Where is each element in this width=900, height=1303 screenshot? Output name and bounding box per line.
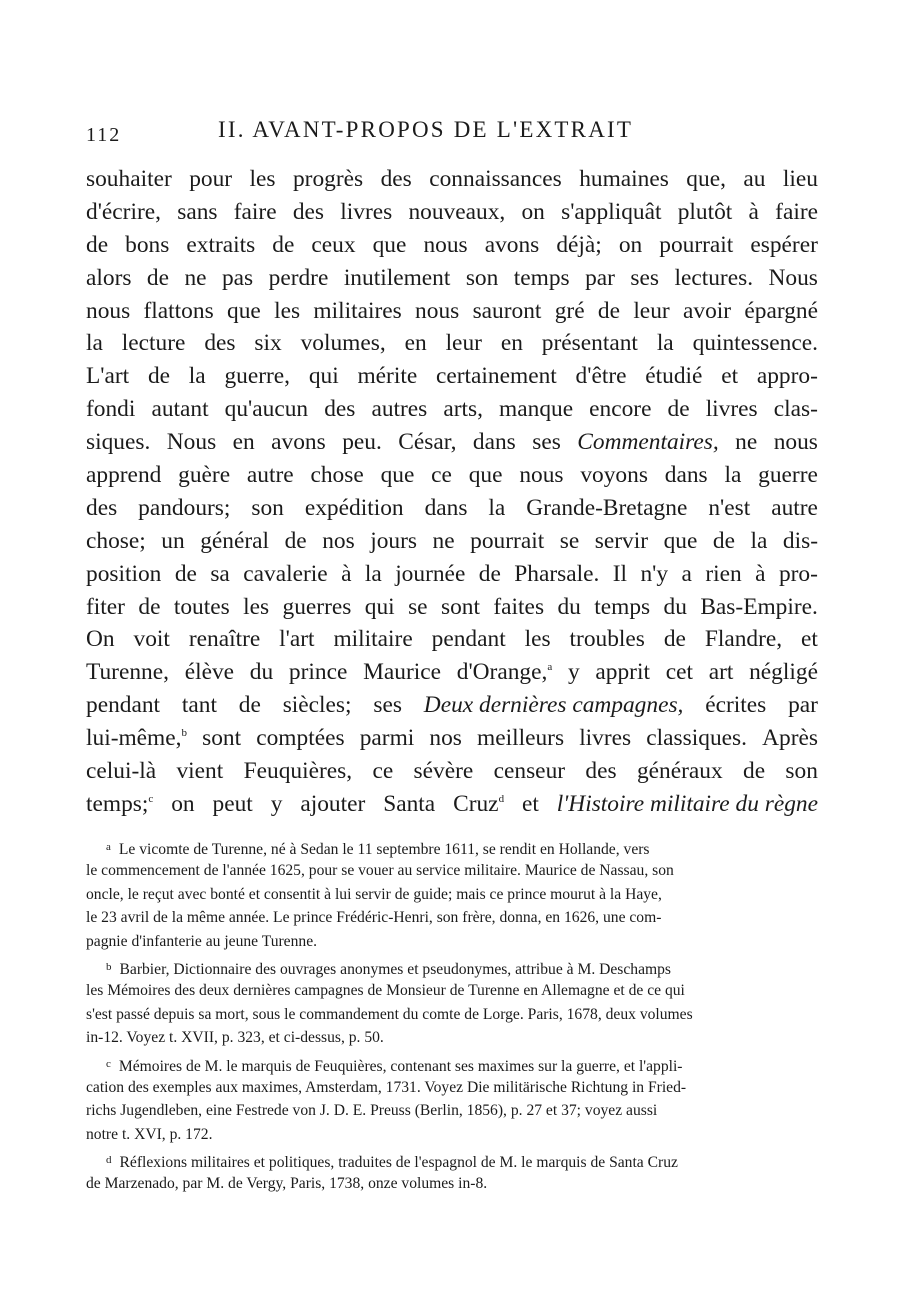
footnote-ref-a[interactable]: a — [547, 661, 553, 674]
word: se — [408, 593, 428, 620]
footnote-ref-c[interactable]: c — [148, 792, 154, 805]
word: ce — [431, 462, 452, 489]
word: son — [465, 264, 499, 291]
footnote-line — [86, 1123, 818, 1146]
word: encore — [589, 396, 652, 423]
word: faire — [233, 198, 277, 225]
text-line — [86, 426, 818, 459]
word: épargné — [744, 297, 818, 324]
word: des — [380, 166, 412, 192]
footnote-line — [86, 883, 818, 906]
word: par — [585, 264, 615, 291]
word: livres — [705, 396, 758, 423]
footnote-text: Barbier, Dictionnaire des ouvrages anonymes et pseudonymes, attribue à M. Deschamps — [119, 960, 671, 978]
word: fiter — [86, 593, 125, 620]
word: vient — [176, 758, 224, 785]
word: lieu — [782, 166, 818, 192]
word: du — [557, 593, 581, 620]
word: lui-même, — [86, 725, 182, 752]
word: nous — [773, 429, 818, 456]
word: la — [488, 494, 506, 521]
word: avoir — [683, 297, 732, 324]
word: son — [785, 758, 818, 785]
footnote-line — [86, 1026, 818, 1049]
footnote-marker: b — [106, 960, 112, 973]
word: se — [559, 527, 580, 554]
footnote-text: in-12. Voyez t. XVII, p. 323, et ci-dessus, p. 50. — [86, 1029, 384, 1047]
word: la — [364, 560, 382, 587]
footnote-line — [86, 1149, 818, 1172]
word: et — [801, 626, 818, 653]
footnote-line — [86, 906, 818, 929]
word: les — [524, 626, 551, 653]
word: jours — [370, 527, 418, 554]
word: général — [200, 527, 270, 554]
word: la — [656, 330, 674, 357]
word: des — [204, 330, 236, 357]
footnote-text: oncle, le reçut avec bonté et consentit à lui servir de guide; mais ce prince mourut à la Haye, — [86, 885, 662, 903]
word: tant — [181, 692, 217, 719]
word: Nous — [166, 429, 217, 456]
word: temps — [594, 593, 651, 620]
word: Il — [612, 560, 628, 587]
word: d'être — [575, 363, 627, 390]
footnote-marker: a — [106, 841, 111, 853]
word: de — [478, 560, 501, 587]
footnote-text: de Marzenado, par M. de Vergy, Paris, 1738, onze volumes in-8. — [86, 1175, 488, 1193]
footnote-text: Mémoires de M. le marquis de Feuquières, contenant ses maximes sur la guerre, et l'appli- — [118, 1057, 683, 1075]
word: pandours; — [138, 494, 231, 521]
word: pourrait — [470, 527, 545, 554]
footnote-line — [86, 1099, 818, 1122]
footnote-line — [86, 1076, 818, 1099]
word: certainement — [435, 363, 557, 390]
footnote-marker: c — [106, 1057, 111, 1070]
word: quintessence. — [692, 330, 818, 357]
word: journée — [395, 560, 466, 587]
word: s'appliquât — [561, 198, 662, 225]
word: que — [372, 231, 407, 258]
word: ses — [373, 692, 402, 719]
word: celui-là — [86, 758, 157, 785]
footnote-b — [86, 956, 818, 1050]
word: Santa — [383, 790, 436, 817]
word: Turenne, — [86, 659, 169, 686]
text-line — [86, 262, 818, 295]
body-text — [86, 163, 818, 821]
text-line — [86, 393, 818, 426]
footnote-d — [86, 1149, 818, 1196]
word: toutes — [173, 593, 230, 620]
word: faites — [493, 593, 545, 620]
word: dis- — [782, 527, 818, 554]
footnote-line — [86, 956, 818, 979]
footnotes — [86, 836, 818, 1199]
word: siques. — [86, 429, 151, 456]
word: lectures. — [674, 264, 754, 291]
word: chose — [310, 462, 364, 489]
word: en — [500, 330, 523, 357]
word: dans — [424, 494, 468, 521]
word: clas- — [773, 396, 818, 423]
word: que — [663, 527, 698, 554]
word: en — [404, 330, 427, 357]
word: Bas-Empire. — [700, 593, 818, 620]
word: des — [292, 198, 325, 225]
word: bons — [125, 231, 170, 258]
word: Cruz — [453, 790, 499, 817]
footnote-line — [86, 930, 818, 953]
word: nos — [322, 527, 355, 554]
word: pro- — [778, 560, 818, 587]
text-line — [86, 591, 818, 624]
work-title: l'Histoire militaire du règne — [556, 790, 818, 817]
word: autres — [371, 396, 428, 423]
running-head: II. AVANT-PROPOS DE L'EXTRAIT — [218, 117, 634, 142]
word: guère — [178, 462, 231, 489]
footnote-text: pagnie d'infanterie au jeune Turenne. — [86, 932, 318, 950]
footnote-text: cation des exemples aux maximes, Amsterdam, 1731. Voyez Die militärische Richtung in Fried- — [86, 1078, 687, 1096]
footnote-text: Réflexions militaires et politiques, traduites de l'espagnol de M. le marquis de Santa Cruz — [119, 1154, 678, 1172]
text-line — [86, 722, 818, 755]
word: censeur — [493, 758, 566, 785]
word: nous — [415, 297, 460, 324]
word: généraux — [636, 758, 723, 785]
footnote-ref-b[interactable]: b — [181, 727, 187, 740]
text-line — [86, 196, 818, 229]
text-line — [86, 327, 818, 360]
word: pendant — [431, 626, 506, 653]
word: dans — [664, 462, 708, 489]
word: apprend — [86, 462, 162, 489]
word: n'est — [708, 494, 751, 521]
word: espérer — [750, 231, 818, 258]
word: ajouter — [300, 790, 366, 817]
word: manque — [499, 396, 574, 423]
word: nous — [423, 231, 468, 258]
word: mérite — [357, 363, 418, 390]
word: lecture — [121, 330, 186, 357]
word: troubles — [569, 626, 645, 653]
word: les — [249, 166, 276, 192]
word: César, — [398, 429, 457, 456]
word: leur — [445, 330, 482, 357]
word: Feuquières, — [243, 758, 353, 785]
word: temps — [513, 264, 570, 291]
word: livres — [579, 725, 632, 752]
word: pas — [221, 264, 254, 291]
word: un — [161, 527, 185, 554]
word: du — [249, 659, 274, 686]
word: siècles; — [282, 692, 352, 719]
word: temps; — [86, 790, 149, 817]
footnote-c — [86, 1053, 818, 1147]
text-line — [86, 459, 818, 492]
text-line — [86, 623, 818, 656]
word: expédition — [304, 494, 404, 521]
word: écrites — [705, 692, 767, 719]
word: servir — [594, 527, 649, 554]
word: fondi — [86, 396, 136, 423]
word: de — [597, 297, 620, 324]
word: leur — [633, 297, 670, 324]
word: Maurice — [363, 659, 442, 686]
word: de — [667, 396, 690, 423]
word: nouveaux, — [408, 198, 506, 225]
word: qui — [308, 363, 339, 390]
word: de — [284, 527, 307, 554]
word: pourrait — [659, 231, 734, 258]
word: plutôt — [677, 198, 733, 225]
word: voit — [133, 626, 170, 653]
text-line — [86, 689, 818, 722]
word: sans — [177, 198, 218, 225]
word: parmi — [359, 725, 415, 752]
word: y — [270, 790, 283, 817]
text-line — [86, 295, 818, 328]
footnote-marker: d — [106, 1154, 112, 1167]
word: y — [567, 659, 580, 686]
footnote-a — [86, 836, 818, 953]
text-line — [86, 492, 818, 525]
word: étudié — [645, 363, 703, 390]
word: que — [380, 462, 415, 489]
word: de — [147, 363, 171, 390]
word: déjà; — [556, 231, 602, 258]
word: ceux — [311, 231, 356, 258]
word: Flandre, — [704, 626, 783, 653]
word: d'écrire, — [86, 198, 161, 225]
word: militaires — [313, 297, 402, 324]
footnote-text: le 23 avril de la même année. Le prince Frédéric-Henri, son frère, donna, en 1626, une com- — [86, 909, 662, 927]
word: des — [324, 396, 356, 423]
word: extraits — [186, 231, 256, 258]
word: arts, — [443, 396, 483, 423]
footnote-text: Le vicomte de Turenne, né à Sedan le 11 septembre 1611, se rendit en Hollande, vers — [118, 841, 650, 858]
word: pour — [189, 166, 233, 192]
word: art — [708, 659, 734, 686]
word: qu'aucun — [224, 396, 309, 423]
word: de — [146, 264, 169, 291]
word: par — [788, 692, 818, 719]
word: sont — [440, 593, 480, 620]
word: comptées — [256, 725, 345, 752]
text-line — [86, 525, 818, 558]
word: de — [663, 626, 686, 653]
text-line — [86, 163, 818, 196]
word: renaître — [188, 626, 261, 653]
word: de — [238, 692, 261, 719]
word: guerre — [758, 462, 818, 489]
word: on — [618, 231, 643, 258]
footnote-line — [86, 1172, 818, 1195]
word: meilleurs — [477, 725, 565, 752]
work-title: Deux dernières campagnes, — [423, 692, 684, 719]
text-line — [86, 788, 818, 821]
word: qui — [364, 593, 395, 620]
word: souhaiter — [86, 166, 172, 192]
word: la — [750, 527, 768, 554]
word: progrès — [292, 166, 364, 192]
footnote-text: le commencement de l'année 1625, pour se vouer au service militaire. Maurice de Nassau, son — [86, 862, 674, 880]
word: L'art — [86, 363, 130, 390]
text-line — [86, 360, 818, 393]
word: d'Orange, — [456, 659, 548, 686]
word: présentant — [541, 330, 638, 357]
word: connaissances — [429, 166, 562, 192]
word: que — [468, 462, 503, 489]
word: sévère — [413, 758, 474, 785]
word: de — [138, 593, 161, 620]
word: on — [521, 198, 545, 225]
word: prince — [288, 659, 348, 686]
word: et — [721, 363, 739, 390]
word: au — [743, 166, 766, 192]
word: ses — [532, 429, 561, 456]
word: six — [254, 330, 282, 357]
text-line — [86, 656, 818, 689]
word: son — [251, 494, 284, 521]
word: avons — [271, 429, 326, 456]
word: Nous — [768, 264, 818, 291]
word: la — [188, 363, 206, 390]
word: l'art — [279, 626, 315, 653]
word: livres — [340, 198, 393, 225]
word: faire — [775, 198, 818, 225]
word: autre — [246, 462, 294, 489]
word: guerre, — [224, 363, 291, 390]
word: gré — [554, 297, 585, 324]
word: chose; — [86, 527, 146, 554]
word: du — [663, 593, 687, 620]
word: n'y — [640, 560, 669, 587]
word: que, — [686, 166, 726, 192]
word: négligé — [749, 659, 818, 686]
word: Après — [762, 725, 818, 752]
text-line — [86, 558, 818, 591]
word: les — [243, 593, 270, 620]
word: position — [86, 560, 162, 587]
word: flattons — [143, 297, 214, 324]
footnote-text: richs Jugendleben, eine Festrede von J. D. E. Preuss (Berlin, 1856), p. 27 et 37; voyez aussi — [86, 1102, 658, 1120]
word: ne — [432, 527, 455, 554]
word: Pharsale. — [514, 560, 600, 587]
word: des — [585, 758, 617, 785]
word: avons — [484, 231, 540, 258]
word: nous — [519, 462, 564, 489]
word: On — [86, 626, 115, 653]
word: autre — [771, 494, 818, 521]
word: ce — [372, 758, 394, 785]
word: appro- — [756, 363, 818, 390]
word: ne — [735, 429, 758, 456]
word: de — [174, 560, 197, 587]
word: pendant — [86, 692, 161, 719]
word: alors — [86, 264, 132, 291]
word: voyons — [580, 462, 648, 489]
word: militaire — [333, 626, 413, 653]
word: cet — [665, 659, 693, 686]
footnote-text: s'est passé depuis sa mort, sous le commandement du comte de Lorge. Paris, 1678, deux volumes — [86, 1005, 693, 1023]
word: de — [712, 527, 735, 554]
word: sont — [202, 725, 242, 752]
footnote-line — [86, 1003, 818, 1026]
word: élève — [184, 659, 235, 686]
footnote-text: les Mémoires des deux dernières campagnes de Monsieur de Turenne en Allemagne et de ce qui — [86, 982, 685, 1000]
word: à — [748, 198, 759, 225]
word: nos — [429, 725, 462, 752]
word: sa — [210, 560, 230, 587]
word: des — [86, 494, 118, 521]
footnote-line — [86, 1053, 818, 1076]
word: classiques. — [646, 725, 747, 752]
footnote-line — [86, 859, 818, 882]
word: perdre — [268, 264, 329, 291]
word: volumes, — [300, 330, 386, 357]
word: apprit — [595, 659, 650, 686]
word: autant — [151, 396, 209, 423]
footnote-line — [86, 836, 818, 859]
text-line — [86, 755, 818, 788]
word: les — [274, 297, 301, 324]
word: humaines — [579, 166, 669, 192]
work-title: Commentaires, — [577, 429, 719, 456]
word: cavalerie — [243, 560, 328, 587]
word: sauront — [472, 297, 542, 324]
page-number: 112 — [86, 124, 122, 146]
word: de — [743, 758, 766, 785]
word: en — [232, 429, 255, 456]
word: Grande-Bretagne — [526, 494, 688, 521]
footnote-ref-d[interactable]: d — [498, 792, 505, 805]
word: de — [86, 231, 109, 258]
word: à — [755, 560, 766, 587]
word: inutilement — [343, 264, 451, 291]
text-line — [86, 229, 818, 262]
word: la — [724, 462, 742, 489]
word: que — [227, 297, 261, 324]
footnote-line — [86, 979, 818, 1002]
word: on — [171, 790, 195, 817]
word: guerres — [282, 593, 352, 620]
word: peu. — [342, 429, 382, 456]
footnote-text: notre t. XVI, p. 172. — [86, 1125, 213, 1143]
word: peut — [212, 790, 253, 817]
word: a — [681, 560, 692, 587]
word: ses — [630, 264, 660, 291]
word: nous — [86, 297, 131, 324]
word: de — [272, 231, 295, 258]
word: dans — [472, 429, 516, 456]
word: à — [341, 560, 352, 587]
word: ne — [184, 264, 207, 291]
word: et — [521, 790, 539, 817]
word: la — [86, 330, 103, 357]
word: rien — [705, 560, 742, 587]
